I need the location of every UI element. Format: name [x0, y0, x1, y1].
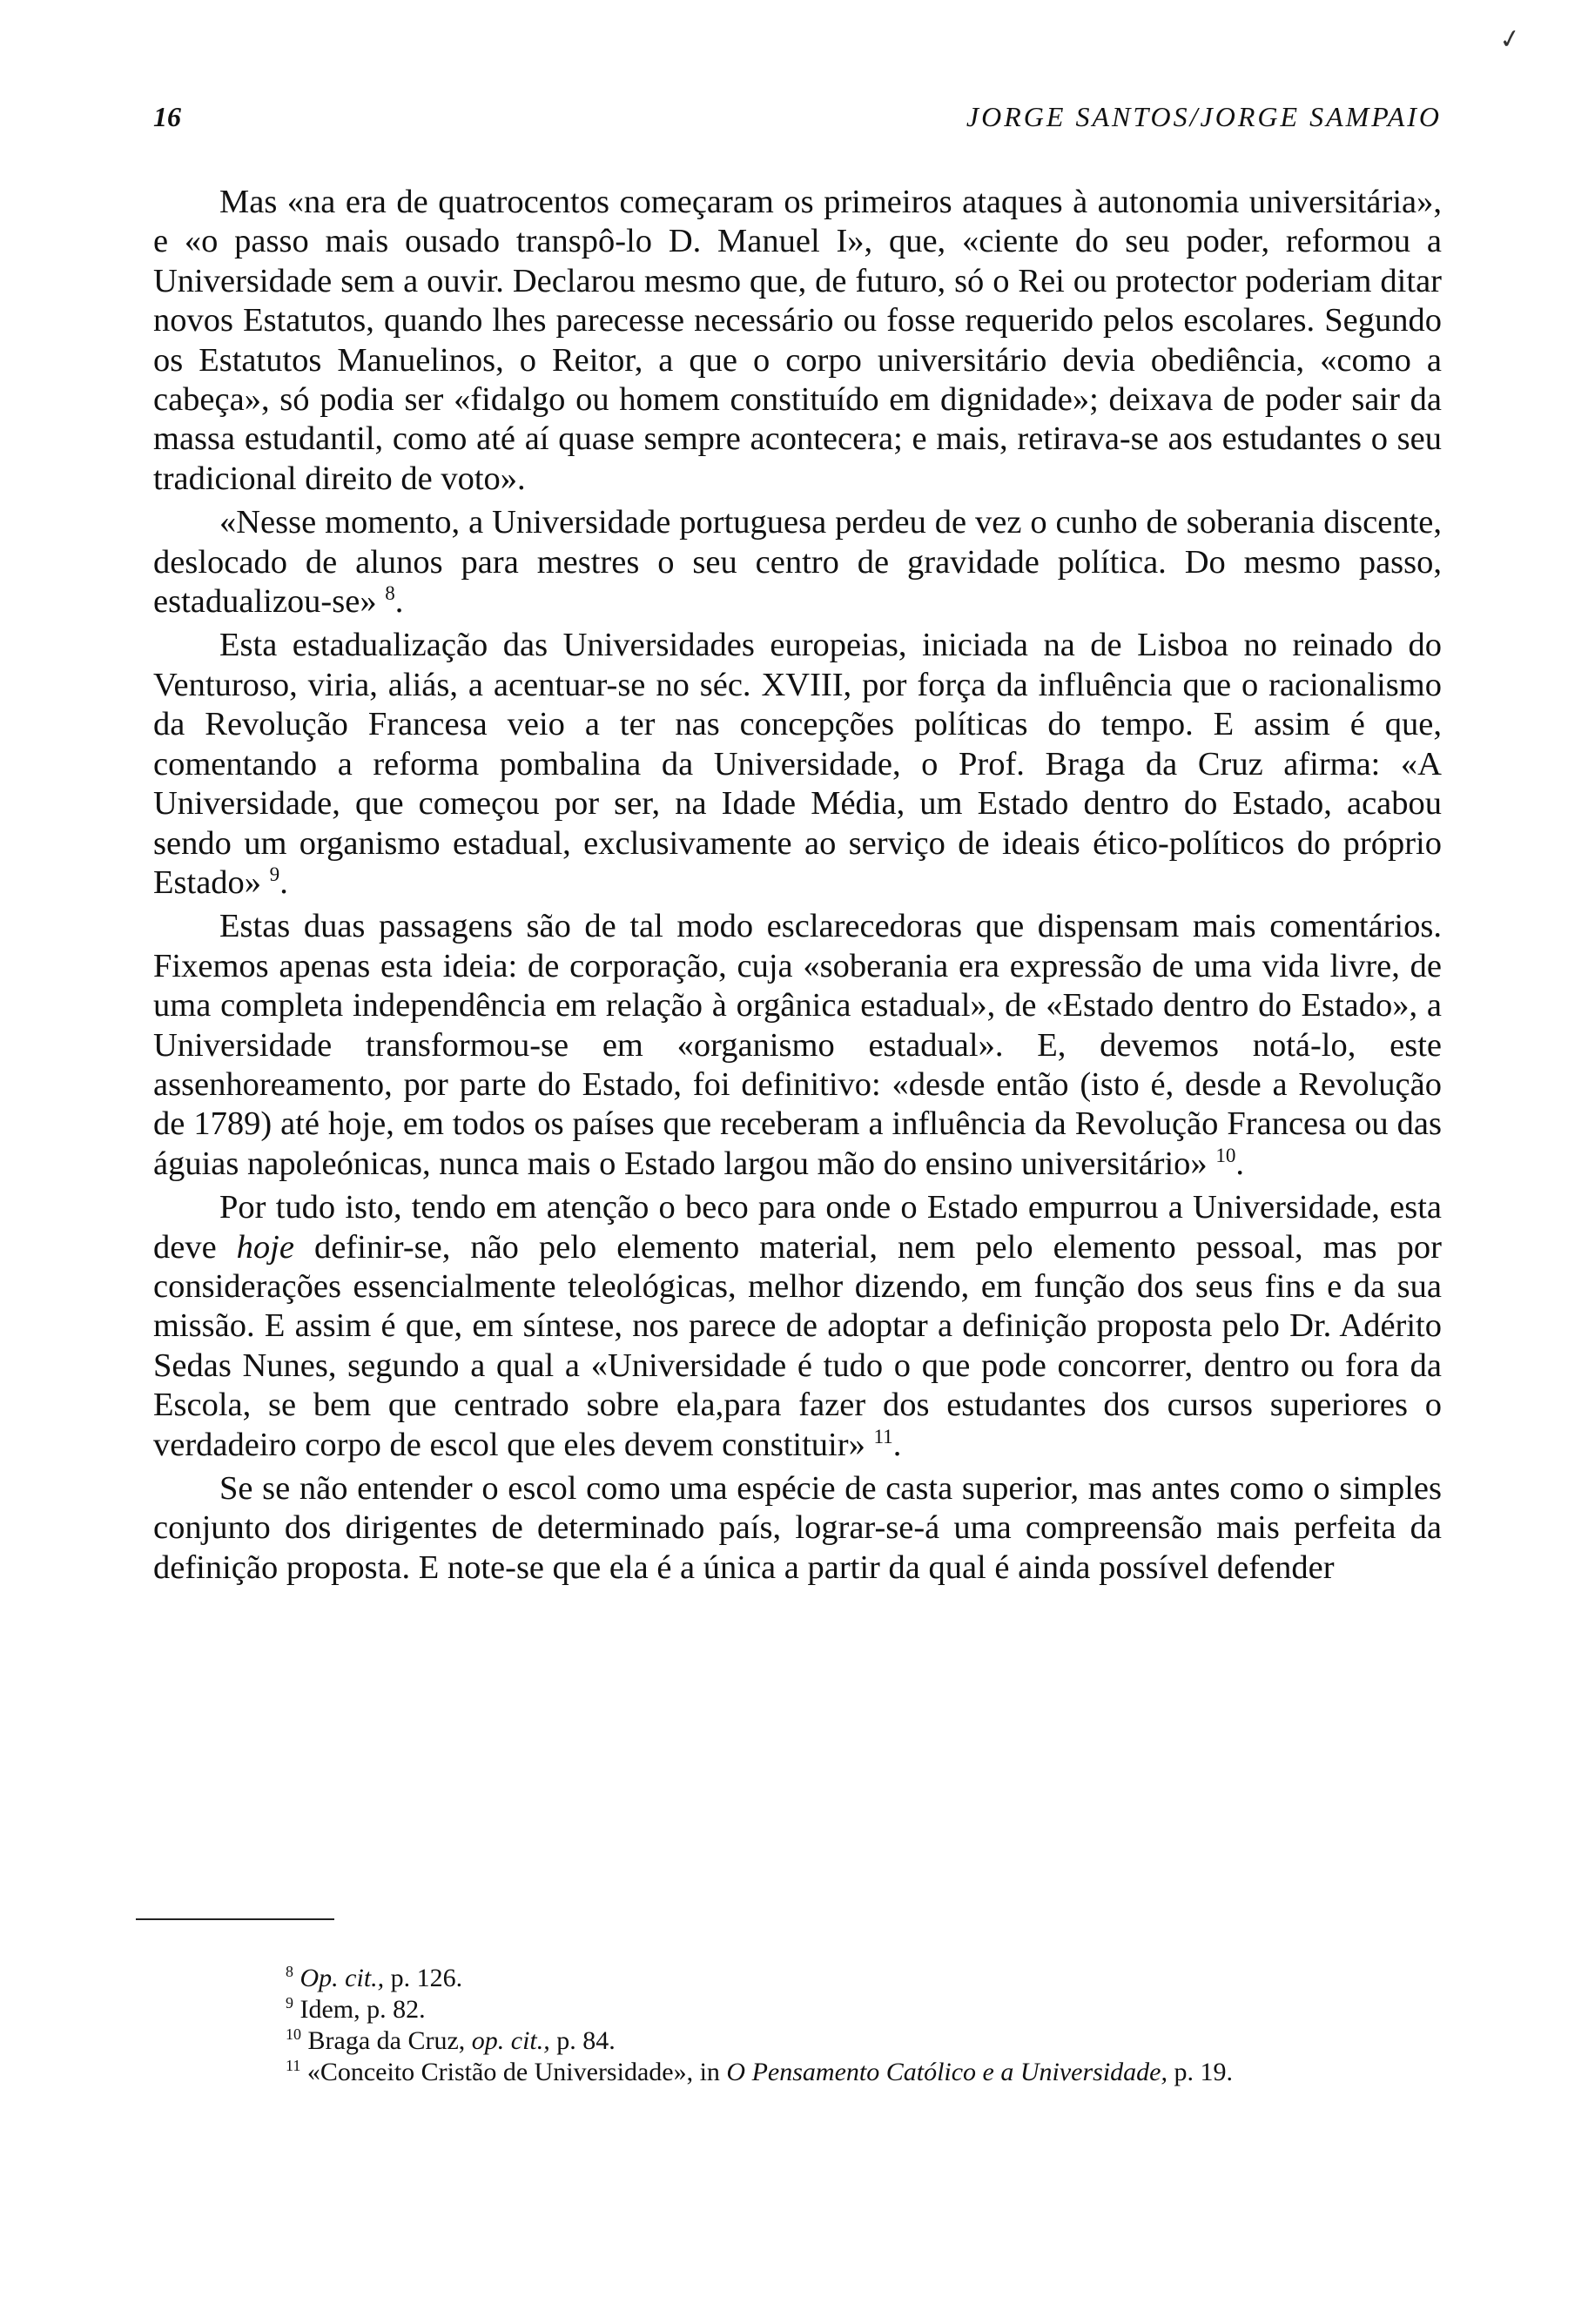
body-text: [153, 183, 1442, 1592]
paragraph: [153, 183, 1442, 499]
footnote-italic: O Pensamento Católico e a Universidade,: [726, 2058, 1167, 2086]
paragraph-text-cont: definir-se, não pelo elemento material, nem pelo elemento pessoal, mas por considerações essencialmente teleológicas, melhor dizendo, em função dos seus fins e da sua missão. E assim é que, em síntese, nos parece de adoptar a definição proposta pelo Dr. Adérito Sedas Nunes, segundo a qual a «Universidade é tudo o que pode concorrer, dentro ou fora da Escola, se bem que centrado sobre ela,para fazer dos estudantes dos cursos superiores o verdadeiro corpo de escol que eles devem constituir»: [153, 1228, 1442, 1463]
paragraph-text-end: .: [279, 863, 288, 901]
paragraph: [153, 503, 1442, 621]
footnote-text: Braga da Cruz,: [307, 2026, 472, 2055]
paragraph-text-end: .: [892, 1426, 902, 1463]
paragraph-text: Por tudo isto, tendo em atenção o beco para onde o Estado empurrou a Universidade, esta deve: [153, 1189, 1442, 1266]
paragraph-text-end: .: [394, 583, 404, 621]
footnote-ref: 11: [873, 1424, 893, 1447]
footnote-italic: op. cit.,: [471, 2026, 550, 2055]
paragraph-text: Esta estadualização das Universidades europeias, iniciada na de Lisboa no reinado do Venturoso, viria, aliás, a acentuar-se no séc. XVIII, por força da influência que o racionalismo da Revolução Francesa veio a ter nas concepções políticas do tempo. E assim é que, comentando a reforma pombalina da Universidade, o Prof. Braga da Cruz afirma: «A Universidade, que começou por ser, na Idade Média, um Estado dentro do Estado, acabou sendo um organismo estadual, exclusivamente ao serviço de ideais ético-políticos do próprio Estado»: [153, 627, 1442, 901]
footnote-text-end: p. 19.: [1167, 2058, 1233, 2086]
page-number: 16: [153, 101, 181, 132]
footnote-text: Idem, p. 82.: [299, 1995, 426, 2024]
footnote: $^{11}$ «Conceito Cristão de Universidade», in O Pensamento Católico e a Universidade, p. 19.: [286, 2057, 1233, 2086]
paragraph-text: Se se não entender o escol como uma espécie de casta superior, mas antes como o simples conjunto dos dirigentes de determinado país, lograr-se-á uma compreensão mais perfeita da definição proposta. E note-se que ela é a única a partir da qual é ainda possível defender: [153, 1470, 1442, 1586]
footnote-divider: [136, 1918, 334, 1920]
footnote: $^9$ Idem, p. 82.: [286, 1994, 426, 2024]
footnote-text: «Conceito Cristão de Universidade», in: [306, 2058, 727, 2086]
paragraph: [153, 1469, 1442, 1588]
footnote: $^8$ Op. cit., p. 126.: [286, 1963, 463, 1992]
paragraph: [153, 626, 1442, 903]
paragraph-text: Mas «na era de quatrocentos começaram os primeiros ataques à autonomia universitária», e «o passo mais ousado transpô-lo D. Manuel I», que, «ciente do seu poder, reformou a Universidade sem a ouvir. Declarou mesmo que, de futuro, só o Rei ou protector poderiam ditar novos Estatutos, quando lhes parecesse necessário ou fosse requerido pelos escolares. Segundo os Estatutos Manuelinos, o Reitor, a que o corpo universitário devia obediência, «como a cabeça», só podia ser «fidalgo ou homem constituído em dignidade»; deixava de poder sair da massa estudantil, como até aí quase sempre acontecera; e mais, retirava-se aos estudantes o seu tradicional direito de voto».: [153, 184, 1442, 497]
paragraph-text-end: .: [1235, 1145, 1245, 1182]
footnote-text: p. 126.: [384, 1964, 463, 1992]
paragraph: [153, 1188, 1442, 1465]
footnote-ref: 10: [1215, 1143, 1236, 1166]
handwritten-checkmark: ✓: [1497, 23, 1524, 57]
footnote-text-end: p. 84.: [549, 2026, 616, 2055]
running-head: JORGE SANTOS/JORGE SAMPAIO: [966, 101, 1442, 132]
footnote: $^{10}$ Braga da Cruz, op. cit., p. 84.: [286, 2025, 616, 2055]
paragraph: [153, 907, 1442, 1184]
paragraph-text: «Nesse momento, a Universidade portuguesa perdeu de vez o cunho de soberania discente, deslocado de alunos para mestres o seu centro de gravidade política. Do mesmo passo, estadualizou-se»: [153, 504, 1442, 621]
paragraph-text: Estas duas passagens são de tal modo esclarecedoras que dispensam mais comentários. Fixemos apenas esta ideia: de corporação, cuja «soberania era expressão de uma vida livre, de uma completa independência em relação à orgânica estadual», de «Estado dentro do Estado», a Universidade transformou-se em «organismo estadual». E, devemos notá-lo, este assenhoreamento, por parte do Estado, foi definitivo: «desde então (isto é, desde a Revolução de 1789) até hoje, em todos os países que receberam a influência da Revolução Francesa ou das águias napoleónicas, nunca mais o Estado largou mão do ensino universitário»: [153, 908, 1442, 1182]
footnote-ref: 8: [385, 581, 395, 605]
footnote-italic: Op. cit.,: [299, 1964, 385, 1992]
footnote-ref: 9: [269, 863, 280, 886]
emphasis: hoje: [236, 1228, 294, 1266]
page-header: [153, 101, 1442, 141]
footnotes: [153, 1963, 1442, 2088]
